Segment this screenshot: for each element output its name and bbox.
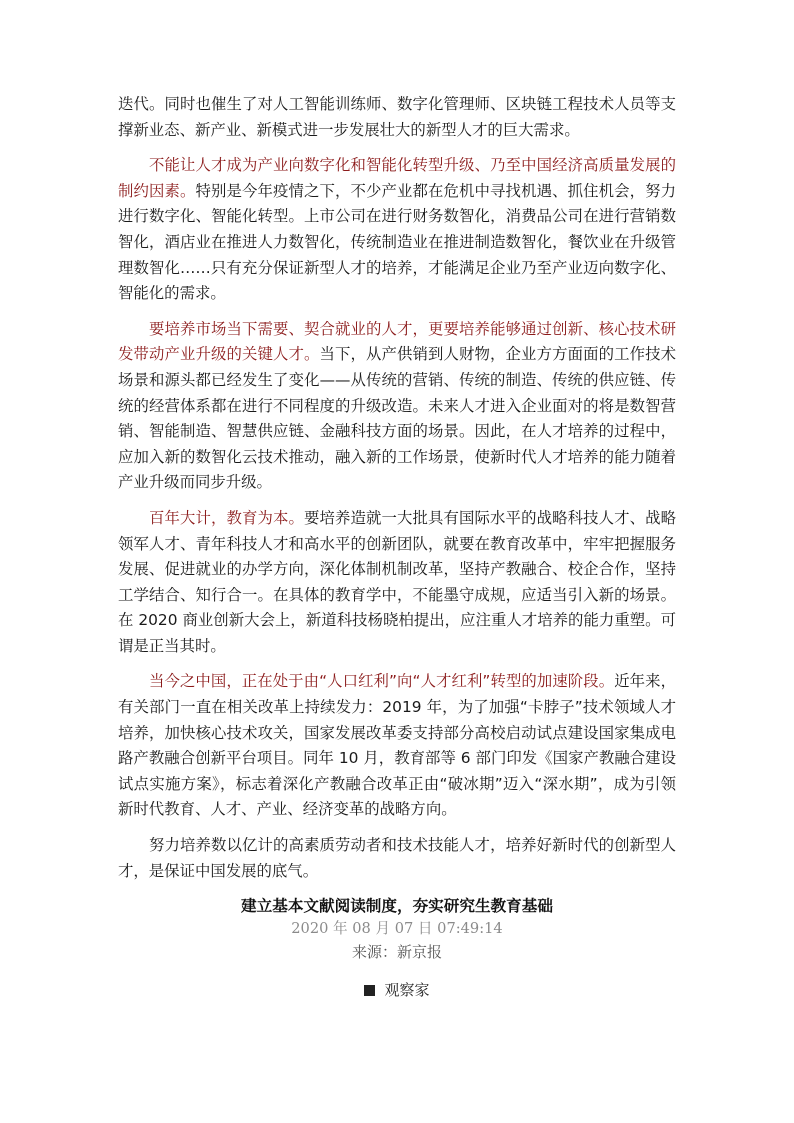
paragraph-4-text: 要培养造就一大批具有国际水平的战略科技人才、战略领军人才、青年科技人才和高水平的创新团队，就要在教育改革中，牢牢把握服务发展、促进就业的办学方向，深化体制机制改革，坚持产教融合、校企合作，坚持工学结合、知行合一。在具体的教育学中，不能墨守成规，应适当引入新的场景。在 2020 商业创新大会上，新道科技杨晓柏提出，应注重人才培养的能力重塑。可谓是正当其时。 [118, 508, 676, 655]
paragraph-3-text: 当下，从产供销到人财物，企业方方面面的工作技术场景和源头都已经发生了变化——从传统的营销、传统的制造、传统的供应链、传统的经营体系都在进行不同程度的升级改造。未来人才进入企业面对的将是数智营销、智能制造、智慧供应链、金融科技方面的场景。因此，在人才培养的过程中，应加入新的数智化云技术推动，融入新的工作场景，使新时代人才培养的能力随着产业升级而同步升级。 [118, 345, 676, 492]
column-name: 观察家 [384, 981, 430, 1000]
article-date: 2020 年 08 月 07 日 07:49:14 [291, 920, 503, 938]
paragraph-6 [118, 833, 676, 884]
paragraph-6-text: 努力培养数以亿计的高素质劳动者和技术技能人才，培养好新时代的创新型人才，是保证中国发展的底气。 [118, 836, 676, 880]
paragraph-2 [118, 153, 676, 307]
paragraph-5-text: 近年来，有关部门一直在相关改革上持续发力：2019 年，为了加强“卡脖子”技术领域人才培养，加快核心技术攻关，国家发展改革委支持部分高校启动试点建设国家集成电路产教融合创新平台项目。同年 10 月，教育部等 6 部门印发《国家产教融合建设试点实施方案》，标志着深化产教融合改革正由“破冰期”迈入“深水期”，成为引领新时代教育、人才、产业、经济变革的战略方向。 [118, 672, 676, 819]
paragraph-1 [118, 92, 676, 143]
article-source: 来源：新京报 [351, 943, 442, 962]
paragraph-2-highlight: 不能让人才成为产业向数字化和智能化转型升级、乃至中国经济高质量发展的制约因素。 [118, 156, 676, 200]
paragraph-5-highlight: 当今之中国，正在处于由“人口红利”向“人才红利”转型的加速阶段。 [149, 672, 615, 691]
paragraph-3 [118, 317, 676, 496]
paragraph-3-highlight: 要培养市场当下需要、契合就业的人才，更要培养能够通过创新、核心技术研发带动产业升级的关键人才。 [118, 319, 676, 364]
column-label [118, 978, 676, 1002]
article-title: 建立基本文献阅读制度，夯实研究生教育基础 [241, 896, 553, 916]
paragraph-4-highlight: 百年大计，教育为本。 [149, 508, 305, 527]
square-icon [364, 985, 375, 996]
paragraph-1-text: 迭代。同时也催生了对人工智能训练师、数字化管理师、区块链工程技术人员等支撑新业态、新产业、新模式进一步发展壮大的新型人才的巨大需求。 [118, 95, 676, 139]
paragraph-5 [118, 669, 676, 823]
document-page [118, 92, 676, 1002]
paragraph-4 [118, 506, 676, 660]
paragraph-2-text: 特别是今年疫情之下，不少产业都在危机中寻找机遇、抓住机会，努力进行数字化、智能化转型。上市公司在进行财务数智化，消费品公司在进行营销数智化，酒店业在推进人力数智化，传统制造业在推进制造数智化，餐饮业在升级管理数智化……只有充分保证新型人才的培养，才能满足企业乃至产业迈向数字化、智能化的需求。 [118, 181, 676, 303]
